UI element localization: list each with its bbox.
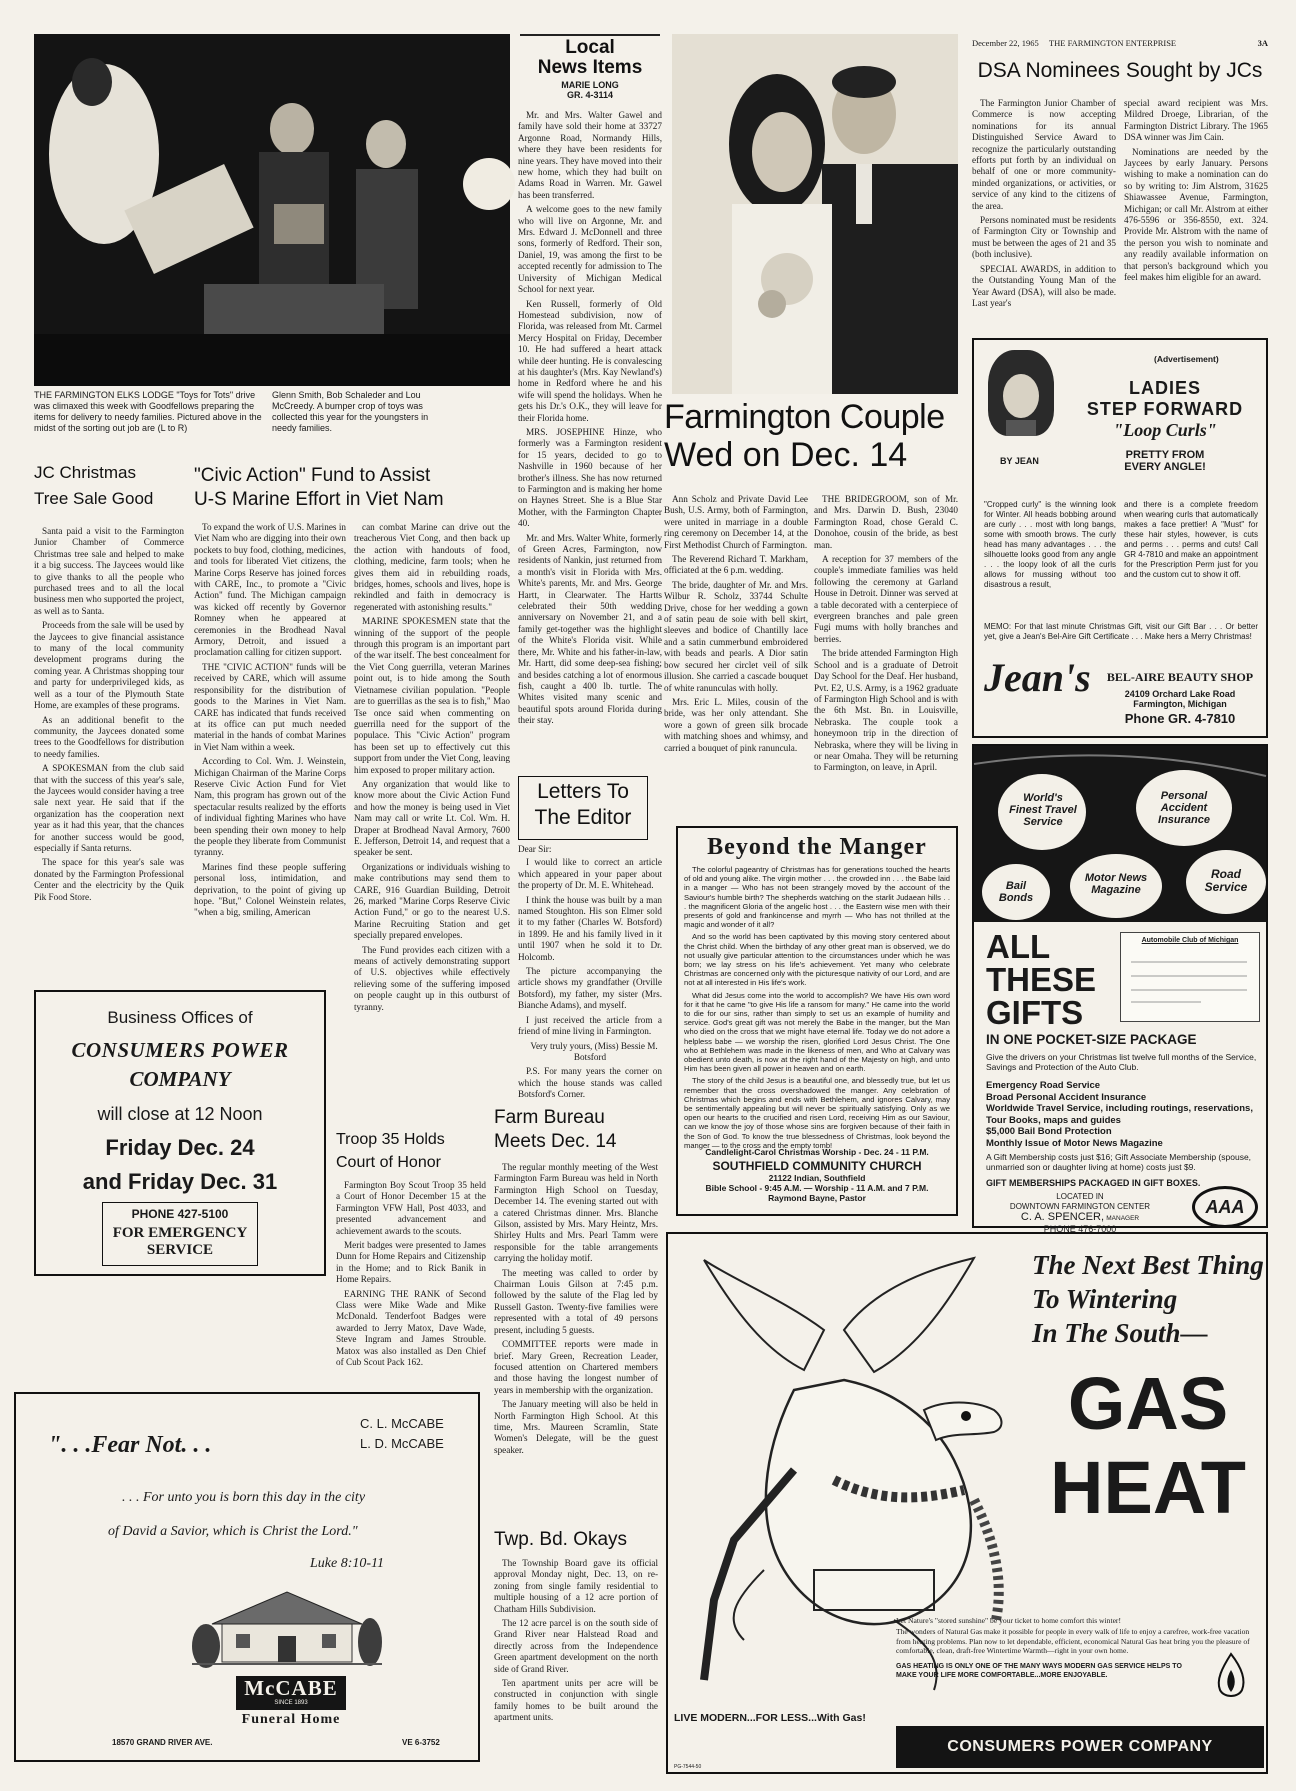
loop-curls-title-2: STEP FORWARD [1086, 399, 1244, 419]
jc-tree-title-1: JC Christmas [34, 463, 137, 482]
aaa-cost: A Gift Membership costs just $16; Gift Associate Membership (spouse, unmarried son or daughter living at home) costs just $9. [986, 1152, 1252, 1172]
farm-p2: The meeting was called to order by Chairman Louis Gilson at 7:45 p.m. followed by the salute of the Flag led by Russell Gaston. Twenty-five families were represented with a total of 49 persons present, including 5 guests. [494, 1267, 658, 1335]
mccabe-name-1: C. L. McCABE [360, 1416, 444, 1431]
loop-curls-tag: (Advertisement) [1154, 354, 1219, 364]
jeans-logo: Jean's [984, 655, 1091, 700]
aaa-item-1: Broad Personal Accident Insurance [986, 1091, 1147, 1103]
gas-headline-script [1032, 1248, 1264, 1350]
wedding-left-p3: The bride, daughter of Mr. and Mrs. Wilbur R. Scholz, 33744 Schulte Drive, chose for her wedding a gown of satin peau de soie with bell skirt, sleeves and bodice of Chantilly lace and a satin cummerbund embroidered with beads and pearls. A Dior satin bow secured her circlet veil of silk illusion. She carried a cascade bouquet of white ranunculas with holly. [664, 579, 808, 693]
aaa-item-4: Monthly Issue of Motor News Magazine [986, 1137, 1163, 1149]
farm-p4: The January meeting will also be held in North Farmington High School. At this time, Mrs. Maureen Scramlin, State Women's Delegate, will be the guest speaker. [494, 1399, 658, 1455]
aaa-card-title: Automobile Club of Michigan [1141, 937, 1239, 944]
local-news-title-2: News Items [537, 56, 643, 78]
aaa-ornament-3: Bail Bonds [998, 880, 1034, 904]
local-news-phone: GR. 4-3114 [566, 89, 614, 100]
farm-title [494, 1108, 664, 1152]
twp-title: Twp. Bd. Okays [494, 1529, 628, 1550]
manger-p4: The story of the child Jesus is a beautiful one, and blessedly true, but let us remember that the cross overshadowed the manger. Any celebration of Christmas which begins and ends with Bethlehem, and ignores Calvary, may be sentimentally appealing but will never be spiritually satisfying. Only as we open our hearts to the crucified and risen Lord, receiving Him as our Saviour, can we know the joy of those whose sins are forgiven because of their faith in the Son of God. To know the true blessedness of Christmas, look beyond the manger — to the cross and the empty tomb! [684, 1076, 950, 1150]
manger-worship: Candlelight-Carol Christmas Worship - Dec. 24 - 11 P.M. [705, 1147, 929, 1157]
civic-col1-p3: According to Col. Wm. J. Weinstein, Michigan Chairman of the Marine Corps Reserve Civic Action Fund for Viet Nam, this program has grown out of the spectacular results realized by the efforts of individual fighting Marines who have been spending their own money to help the people they liberate from Communist tyranny. [194, 756, 346, 858]
civic-col2-p5: The Fund provides each citizen with a means of actively demonstrating support of U.S. objectives while effectively relieving some of the suffering imposed on people caught up in this outburst of tyranny. [354, 944, 510, 1012]
wedding-left-p4: Mrs. Eric L. Miles, cousin of the bride, was her only attendant. She wore a gown of green silk brocade with matching shoes and whimsy, and carried a bouquet of pink ranuncula. [664, 696, 808, 753]
dsa-title: DSA Nominees Sought by JCs [977, 59, 1263, 82]
loop-curls-sub-2: EVERY ANGLE! [1124, 461, 1206, 473]
civic-title [194, 466, 510, 510]
consumers-office-phone: PHONE 427-5100 [131, 1207, 229, 1221]
gas-tagline: LIVE MODERN...FOR LESS...With Gas! [674, 1712, 866, 1724]
jc-tree-body [34, 526, 184, 936]
aaa-ad [972, 744, 1268, 1234]
wedding-title [664, 400, 960, 473]
gas-body [896, 1616, 1264, 1680]
local-news-p4: MRS. JOSEPHINE Hinze, who formerly was a Farmington resident for 15 years, decided to go to Nashville in 1960 because of her brother's illness. She has now returned to Farmington and is making her home on Haynes Street. She is a Blue Star Mother, with the Farmington Chapter 40. [518, 426, 662, 529]
masthead-page: 3A [1257, 38, 1268, 48]
jc-tree-p4: A SPOKESMAN from the club said that with the success of this year's sale, the Jaycees would consider having a tree sale next year. He said that if the organization has the cooperation next year as it had this year, that the chances for another success would be good, especially if Santa returns. [34, 763, 185, 853]
mccabe-fear: ". . .Fear Not. . . [48, 1432, 212, 1458]
manger-body [684, 865, 950, 1150]
farm-body [494, 1162, 658, 1524]
civic-col-1 [194, 522, 346, 992]
manger-p3: What did Jesus come into the world to accomplish? We have His own word for it that he came "to give His life a ransom for many." He came into the world to die for our sins, rather than simply to set us an example of humility and service. God's great gift was not merely the Babe in the manger, but the Man who died on the cross that we might have eternal life. Today we do not adore a helpless babe — we worship the risen, glorified Lord Jesus Christ. The One who at Bethlehem was made in the likeness of men, and Who at Calvary was obedient unto death, is now at the right hand of the Majesty on high, and unto Him has been given all power in heaven and on earth. [684, 990, 950, 1074]
troop-p2: Merit badges were presented to James Dunn for Home Repairs and Citizenship in the Home; and to Rick Banik in Home Repairs. [336, 1240, 486, 1285]
aaa-ornament-4: Motor News Magazine [1084, 872, 1148, 896]
consumers-office-ad [34, 990, 326, 1276]
civic-col2-p2: MARINE SPOKESMEN state that the winning of the support of the people through this program is an important part of the war itself. The best concealment for the Viet Cong guerrilla, veteran Marines point out, is to hide among the South Vietnamese civilian population. "People are to guerrillas as the sea is to fish," Mao Tse once said when commenting on guerrilla need for the support of the populace. This "Civic Action" program has been set up to effectively cut this support from under the Viet Cong, leaving him exposed to proper military action. [354, 616, 510, 775]
gas-big-2: HEAT [1050, 1446, 1246, 1529]
letters-p1: I would like to correct an article which appeared in your paper about the property of Dr. M. E. Whitehead. [518, 857, 662, 891]
jean-portrait [988, 350, 1054, 436]
civic-col-2 [354, 522, 510, 1120]
loop-curls-title-1: LADIES [1128, 378, 1201, 398]
letters-p3: The picture accompanying the article shows my grandfather (Orville Botsford), my father, my sister (Mrs. Bianche Adams), and myself. [518, 966, 662, 1011]
consumers-office-line-5: Friday Dec. 24 [105, 1135, 255, 1160]
mccabe-ad [14, 1392, 480, 1762]
loop-curls-title-3: "Loop Curls" [1113, 420, 1217, 440]
dsa-right-p1: special award recipient was Mrs. Mildred Droege, Librarian, of the Farmington District Library. The 1965 DSA winner was Jim Cain. [1124, 98, 1268, 143]
mccabe-name-2: L. D. McCABE [360, 1436, 444, 1451]
twp-p3: Ten apartment units per acre will be constructed in conjunction with single family homes to be built around the apartment units. [494, 1678, 658, 1723]
aaa-ornament-1: Personal Accident Insurance [1158, 790, 1210, 826]
gas-body-2: The wonders of Natural Gas make it possible for people in every walk of life to enjoy a carefree, work-free vacation from heating problems. Plan now to let dependable, efficient, economical Natural Gas heat bring you the pleasure of comfortable, clean, draft-free Wintertime Warmth—right in your own home. [896, 1627, 1250, 1656]
gas-body-1: Let Nature's "stored sunshine" be your ticket to home comfort this winter! [896, 1616, 1121, 1625]
jc-tree-p5: The space for this year's sale was donated by the Farmington Professional Center and the electricity by the Quik Pik Food Store. [34, 857, 184, 902]
local-news-p5: Mr. and Mrs. Walter White, formerly of Green Acres, Farmington, now residents of Nankin, just returned from a month's visit in Florida with Mrs. White's parents, Mr. and Mrs. George Hartt, in Clearwater. The Hartts celebrated their 50th wedding anniversary on November 21, and a family get-together was the highlight of the White's Florida visit. While there, Mr. White and his father-in-law, Mr. Hartt, did some deep-sea fishing; and besides catching a lot of enormous fish, caught a 400 lb. turtle. The Whites visited many scenic and beautiful spots around Florida during their stay. [518, 532, 662, 726]
civic-col2-p4: Organizations or individuals wishing to make contributions may send them to CARE, 916 Guardian Building, Detroit 26, marked "Marine Corps Reserve Civic Action Fund," or go to the nearest U.S. Marine Recruiting Station and get specially prepared envelopes. [354, 861, 510, 941]
consumers-office-emergency-1: FOR EMERGENCY [112, 1225, 248, 1241]
jc-tree-title-2: Tree Sale Good [34, 488, 154, 508]
manger-p1: The colorful pageantry of Christmas has for generations touched the hearts of old and young alike. The virgin mother . . . the crowded inn . . . the Babe laid in a manger — Who has not been strangely moved by the account of the Saviour's humble birth? The shepherds watching on the starlit Judaean hills . . . the magnificent Gloria of the angelic host . . . the Eastern wise men with their presents of gold and frankincense and myrrh — Who has not thrilled at the magic and wonder of it all? [684, 865, 950, 930]
aaa-intro: Give the drivers on your Christmas list twelve full months of the Service, Savings and Protection of the Auto Club. [986, 1052, 1257, 1072]
letters-salutation: Dear Sir: [518, 844, 552, 854]
farm-p3: COMMITTEE reports were made in brief. Mary Green, Recreation Leader, focused attention on Chartered members and those having the longest number of years in membership with the organization. [494, 1339, 658, 1395]
aaa-headline-2: THESE [986, 961, 1097, 998]
dsa-right-p2: Nominations are needed by the Jaycees by early January. Persons wishing to make a nomination can do so by writing to: Jim Alstrom, 31625 Shiawassee Avenue, Farmington, Michigan; or call Mr. Alstrom at either 476-5596 or 356-8550, ext. 324. Provide Mr. Alstrom with the name of the person you wish to nominate and any readily available information on that person's background which you feel makes him eligible for an award. [1124, 146, 1268, 283]
masthead [972, 38, 1268, 48]
gas-big [1032, 1362, 1264, 1530]
wedding-left-p2: The Reverend Richard T. Markham, officiated at the 6 p.m. wedding. [664, 554, 808, 576]
mccabe-ref: Luke 8:10-11 [310, 1556, 384, 1571]
letters-title-box [518, 776, 648, 840]
dsa-col-right [1124, 98, 1268, 330]
jean-portrait-image [988, 350, 1054, 436]
mccabe-building-illustration [192, 1576, 382, 1672]
farm-title-1: Farm Bureau [494, 1107, 605, 1128]
troop-body [336, 1180, 486, 1386]
loop-curls-memo: MEMO: For that last minute Christmas Gift, visit our Gift Bar . . . Or better yet, give a Jean's Bel-Aire Gift Certificate . . . Make hers a Merry Christmas! [984, 622, 1258, 641]
manger-address: 21122 Indian, Southfield [768, 1173, 866, 1183]
aaa-headline-1: ALL [986, 928, 1051, 965]
manger-ad [676, 826, 958, 1216]
aaa-card-lines [1121, 944, 1257, 1010]
loop-curls-ad [972, 338, 1268, 738]
loop-curls-right: and there is a complete freedom when wearing curls that automatically makes a face prettier! A "Must" for these hair styles, however, is cuts and perms . . . perms and cuts! Call GR 4-7810 and make an appointment for the Prescription Perm just for you and the custom cut to show it off. [1124, 500, 1258, 579]
wedding-title-1: Farmington Couple [664, 398, 945, 436]
consumers-office-emergency-2: SERVICE [146, 1242, 214, 1258]
manger-church: SOUTHFIELD COMMUNITY CHURCH [712, 1159, 922, 1173]
local-news-title-1: Local [565, 37, 615, 58]
twp-p1: The Township Board gave its official approval Monday night, Dec. 13, on re-zoning from single family residential to multiple housing of a 12 acre portion of Chatham Hills Subdivision. [494, 1558, 658, 1614]
mccabe-building-art [192, 1576, 382, 1672]
civic-col1-p1: To expand the work of U.S. Marines in Viet Nam who are digging into their own pockets to buy food, clothing, medicines, and tools for liberated Viet citizens, the Marine Corps Reserve has joined forces with CARE, Inc., to promote a "Civic Action" fund. The Michigan campaign was kicked off recently by Governor Romney when he appeared at ceremonies in the Brodhead Naval Armory, Detroit, and issued a proclamation calling for citizen support. [194, 522, 346, 658]
gas-big-1: GAS [1067, 1362, 1229, 1445]
consumers-office-emergency-box [102, 1202, 258, 1266]
letters-p4: I just received the article from a friend of mine living in Farmington. [518, 1014, 662, 1037]
mccabe-logo-block [236, 1676, 346, 1710]
mccabe-home: Funeral Home [241, 1712, 341, 1727]
gas-footnote: GAS HEATING IS ONLY ONE OF THE MANY WAYS MODERN GAS SERVICE HELPS TO MAKE YOUR LIFE MORE COMFORTABLE...MORE ENJOYABLE. [896, 1662, 1182, 1680]
aaa-location [980, 1192, 1180, 1234]
letters-p2: I think the house was built by a man named Stoughton. His son Elmer sold it to my father (Charles W. Botsford) in 1899. He and his family lived in it until 1907 when he sold it to Dr. Holcomb. [518, 894, 662, 962]
bel-aire-shop: BEL-AIRE BEAUTY SHOP [1106, 670, 1254, 684]
gas-line-2: To Wintering [1032, 1284, 1178, 1314]
wedding-left-p1: Ann Scholz and Private David Lee Bush, U.S. Army, both of Farmington, were united in marriage in a double ring ceremony on December 14, at the First Methodist Church of Farmington. [664, 494, 808, 550]
loop-curls-byline: BY JEAN [1000, 456, 1039, 466]
aaa-headline-3: GIFTS [986, 994, 1084, 1031]
letters-title-1: Letters To [537, 780, 629, 803]
loop-curls-sub-1: PRETTY FROM [1125, 449, 1205, 461]
local-news-p1: Mr. and Mrs. Walter Gawel and family have sold their home at 33727 Argonne Road, Normandy Hills, where they have been residents for nine years. They have moved into their new home, which they had built on Adams Road in Warren. Mr. Gawel has been transferred. [518, 110, 662, 200]
troop-p1: Farmington Boy Scout Troop 35 held a Court of Honor December 15 at the Farmington VFW Hall, Post 4033, and presented advancement and achievement awards to the scouts. [336, 1180, 486, 1236]
civic-col1-p4: Marines find these people suffering personal loss, intimidation, and deprivation, to the point of giving up hope. "But," Colonel Weinstein relates, "when a big, smiling, American [194, 861, 346, 918]
bel-aire-address-2: Farmington, Michigan [1133, 699, 1227, 709]
civic-col2-p3: Any organization that would like to know more about the Civic Action Fund and how the money is being used in Viet Nam may call or write Lt. Col. Wm. H. Draper at Brodhead Naval Armory, 7600 E. Jefferson, Detroit 14, and request that a speaker be sent. [354, 778, 510, 858]
consumers-office-line-1: Business Offices of [107, 1008, 253, 1027]
civic-col2-p1: can combat Marine can drive out the treacherous Viet Cong, and then back up the action with handouts of food, clothing, medicine, farm tools; when he gives them aid in rebuilding roads, bridges, homes, schools and lives, hope is rekindled and faith in democracy is regenerated with astonishing results." [354, 522, 510, 612]
aaa-manager-title: MANAGER [1106, 1215, 1140, 1222]
troop-title [336, 1132, 496, 1172]
local-news-header [518, 38, 662, 100]
mccabe-since: SINCE 1893 [274, 1700, 308, 1706]
mccabe-phone: VE 6-3752 [402, 1738, 440, 1747]
civic-title-1: "Civic Action" Fund to Assist [194, 465, 431, 486]
gas-code: PG-7544-50 [674, 1764, 702, 1770]
jc-tree-title [34, 464, 184, 508]
local-news-top-rule [520, 34, 660, 36]
local-news-p3: Ken Russell, formerly of Old Homestead subdivision, now of Florida, was released from Mt. Carmel Mercy Hospital on Friday, December 10. He had suffered a heart attack while deer hunting. He is convalescing at his daughter's (Mrs. Kay Newland's) home in Redford where he and his wife will spend the holidays. When he gets his Dr.'s O.K., they will leave for their Florida home. [518, 298, 662, 423]
elks-caption-left: THE FARMINGTON ELKS LODGE "Toys for Tots" drive was climaxed this week with Goodfellows preparing the items for delivery to needy families. Pictured above in the midst of the sorting out job are (L to R) [34, 390, 262, 433]
manger-p2: And so the world has been captivated by this moving story centered about the Christ child. When the birthday of any other great man is observed, we do not usually give particular attention to the circumstances under which he was born; we lay stress on his life's achievement. Yet many who celebrate Christmas are concerned only with the picturesque nativity of our Lord, and are not at all interested in His life's work. [684, 932, 950, 988]
bel-aire-info [1100, 670, 1260, 726]
mccabe-verse-2: of David a Savior, which is Christ the Lord." [108, 1524, 358, 1539]
manger-schedule: Bible School - 9:45 A.M. — Worship - 11 A.M. and 7 P.M. [705, 1183, 929, 1193]
mccabe-names [360, 1414, 444, 1454]
elks-caption-right: Glenn Smith, Bob Schaleder and Lou McCreedy. A bumper crop of toys was collected this year for the youngsters in needy families. [272, 390, 429, 433]
aaa-ornament-0: World's Finest Travel Service [1009, 792, 1077, 828]
wedding-right-p1: THE BRIDEGROOM, son of Mr. and Mrs. Darwin D. Bush, 23040 Farmington Road, chose Gerald C. Donohoe, cousin of the bride, as best man. [814, 494, 958, 550]
troop-p3: EARNING THE RANK of Second Class were Mike Wade and Mike McDonald. Tenderfoot Badges were awarded to Jerry Matox, Dave Wade, Steve Ingram and James Strouble. Matox was also installed as Den Chief of Cub Scout Pack 162. [336, 1288, 486, 1368]
wedding-right-p2: A reception for 37 members of the couple's immediate families was held following the ceremony at Garland House in Detroit. Dinner was served at a table decorated with a centerpiece of evergreen branches and pale green Fugi mums with holly branches and berries. [814, 554, 958, 644]
manger-title: Beyond the Manger [707, 834, 927, 860]
wedding-col-left [664, 494, 808, 826]
dsa-left-p1: The Farmington Junior Chamber of Commerce is now accepting nominations for its annual Distinguished Service Award to recognize the particularly outstanding efforts put forth by an individual on behalf of one or more community-minded organizations, or activities, or service of any kind to the citizens of the area. [972, 98, 1116, 211]
bel-aire-address-1: 24109 Orchard Lake Road [1124, 689, 1236, 699]
mccabe-logo: McCABE [244, 1676, 338, 1700]
gas-heat-ad [666, 1232, 1268, 1774]
troop-title-2: Court of Honor [336, 1153, 441, 1171]
loop-curls-heading [1070, 378, 1260, 473]
consumers-office-line-2: CONSUMERS POWER [71, 1038, 289, 1062]
elks-photo-image [34, 34, 510, 386]
bel-aire-phone: Phone GR. 4-7810 [1124, 711, 1236, 726]
aaa-ornament-band [974, 746, 1266, 922]
gas-flame-art [1214, 1652, 1248, 1700]
aaa-phone: PHONE 476-7000 [1043, 1224, 1117, 1234]
twp-p2: The 12 acre parcel is on the south side of Grand River near Halstead Road and directly across from the Independence Green apartment development on the north side of Grand River. [494, 1618, 658, 1674]
aaa-ornament-2: Road Service [1204, 867, 1248, 894]
jc-tree-p1: Santa paid a visit to the Farmington Junior Chamber of Commerce Christmas tree sale and helped to make it a big success. The Jaycees would like to give thanks to all the people who purchased trees and to all the local business men who supported the project, as well as to Santa. [34, 526, 184, 616]
aaa-manager: C. A. SPENCER, [1020, 1211, 1105, 1223]
jc-tree-p2: Proceeds from the sale will be used by the Jaycees to give financial assistance to many of the local community development programs during the coming year. A Christmas shopping tour and party for underprivileged kids, as well as a tour of the Plymouth State Home, are examples of these programs. [34, 620, 184, 711]
elks-photo [34, 34, 510, 386]
local-news-p2: A welcome goes to the new family who will live on Argonne, Mr. and Mrs. Edward J. McDonnell and three sons, formerly of Redford. Their son, Daniel, 19, was among the first to be accepted recently for admission to The University of Michigan Medical School for next year. [518, 204, 662, 295]
dsa-col-left [972, 98, 1116, 330]
aaa-located: LOCATED IN [1056, 1192, 1104, 1201]
masthead-paper: THE FARMINGTON ENTERPRISE [1048, 38, 1177, 48]
civic-title-2: U-S Marine Effort in Viet Nam [194, 488, 444, 510]
twp-body [494, 1558, 658, 1770]
aaa-packaged: GIFT MEMBERSHIPS PACKAGED IN GIFT BOXES. [986, 1178, 1201, 1188]
wedding-photo [672, 34, 958, 394]
gas-line-3: In The South— [1032, 1318, 1208, 1348]
consumers-office-line-6: and Friday Dec. 31 [82, 1169, 278, 1194]
aaa-center: DOWNTOWN FARMINGTON CENTER [1009, 1202, 1151, 1211]
local-news-byline: MARIE LONG [561, 79, 619, 90]
letters-p6: P.S. For many years the corner on which the house stands was called Botsford's Corner. [518, 1066, 662, 1100]
gas-banner: CONSUMERS POWER COMPANY [896, 1726, 1264, 1768]
wedding-right-p3: The bride attended Farmington High School and is a graduate of Detroit Day School for the Deaf. Her husband, Pvt. E2, U.S. Army, is a 1962 graduate of Farmington High School and is with the 6th Mst. Bn. in Louisville, Nebraska. The couple took a honeymoon trip in the direction of Nebraska, where they will be living in or near Omaha. They will be returning to Farmington, on leave, in April. [814, 648, 958, 773]
gas-flame-icon [1214, 1652, 1248, 1700]
masthead-date: December 22, 1965 [972, 38, 1039, 48]
manger-footer [684, 1147, 950, 1203]
wedding-photo-image [672, 34, 958, 394]
consumers-office-line-4: will close at 12 Noon [97, 1104, 263, 1124]
farm-p1: The regular monthly meeting of the West Farmington Farm Bureau was held in North Farmington High School on Tuesday, December 14. The evening started out with a catered Christmas dinner. Mrs. Blanche Gilson, assisted by Mrs. Mary Heintz, Mrs. Shirley Hults and Mrs. Pearl Tamm were responsible for the table arrangements carrying the holiday motif. [494, 1162, 658, 1264]
aaa-membership-card [1120, 932, 1260, 1022]
aaa-items [986, 1080, 1258, 1149]
loop-curls-left: "Cropped curly" is the winning look for Winter. All heads bobbing around are curly . . . most with long bangs, some with smooth brows. The curly head has many advantages . . . the silhouette looks good from any angle . . . the loopy look of all the curls allows for mussing without too disastrous a result, [984, 500, 1116, 589]
letters-title-2: The Editor [534, 806, 632, 830]
manger-pastor: Raymond Bayne, Pastor [768, 1193, 866, 1203]
consumers-office-line-3: COMPANY [129, 1067, 231, 1091]
mccabe-verse-1: . . . For unto you is born this day in the city [122, 1490, 366, 1505]
letters-body [518, 844, 662, 1106]
gas-line-1: The Next Best Thing [1032, 1250, 1264, 1280]
letters-p5: Very truly yours, (Miss) Bessie M. Botsford [530, 1040, 658, 1062]
aaa-headline [986, 930, 1096, 1029]
aaa-item-0: Emergency Road Service [986, 1080, 1101, 1091]
aaa-badge [1192, 1186, 1258, 1228]
aaa-item-3: $5,000 Bail Bond Protection [986, 1126, 1112, 1137]
wedding-title-2: Wed on Dec. 14 [664, 435, 908, 474]
farm-title-2: Meets Dec. 14 [494, 1130, 617, 1152]
mccabe-address: 18570 GRAND RIVER AVE. [112, 1738, 213, 1747]
dsa-left-p2: Persons nominated must be residents of Farmington City or Township and must be between the ages of 21 and 35 (both inclusive). [972, 215, 1116, 260]
wedding-col-right [814, 494, 958, 826]
local-news-body [518, 110, 662, 768]
civic-col1-p2: THE "CIVIC ACTION" funds will be received by CARE, which will assume responsibility for the distribution of goods to the Marines in Viet Nam. CARE has indicated that funds received at its office can put much needed material in the hands of combat Marines in Viet Nam within a week. [194, 661, 346, 752]
aaa-badge-text: AAA [1205, 1197, 1245, 1217]
dsa-left-p3: SPECIAL AWARDS, in addition to the Outstanding Young Man of the Year Award (DSA), will also be made. Last year's [972, 263, 1116, 308]
aaa-package: IN ONE POCKET-SIZE PACKAGE [986, 1032, 1197, 1047]
aaa-item-2: Worldwide Travel Service, including routings, reservations, Tour Books, maps and guides [986, 1103, 1253, 1126]
troop-title-1: Troop 35 Holds [336, 1131, 445, 1148]
jc-tree-p3: As an additional benefit to the community, the Jaycees donated some trees to the Goodfellows for distribution to needy families. [34, 714, 184, 759]
